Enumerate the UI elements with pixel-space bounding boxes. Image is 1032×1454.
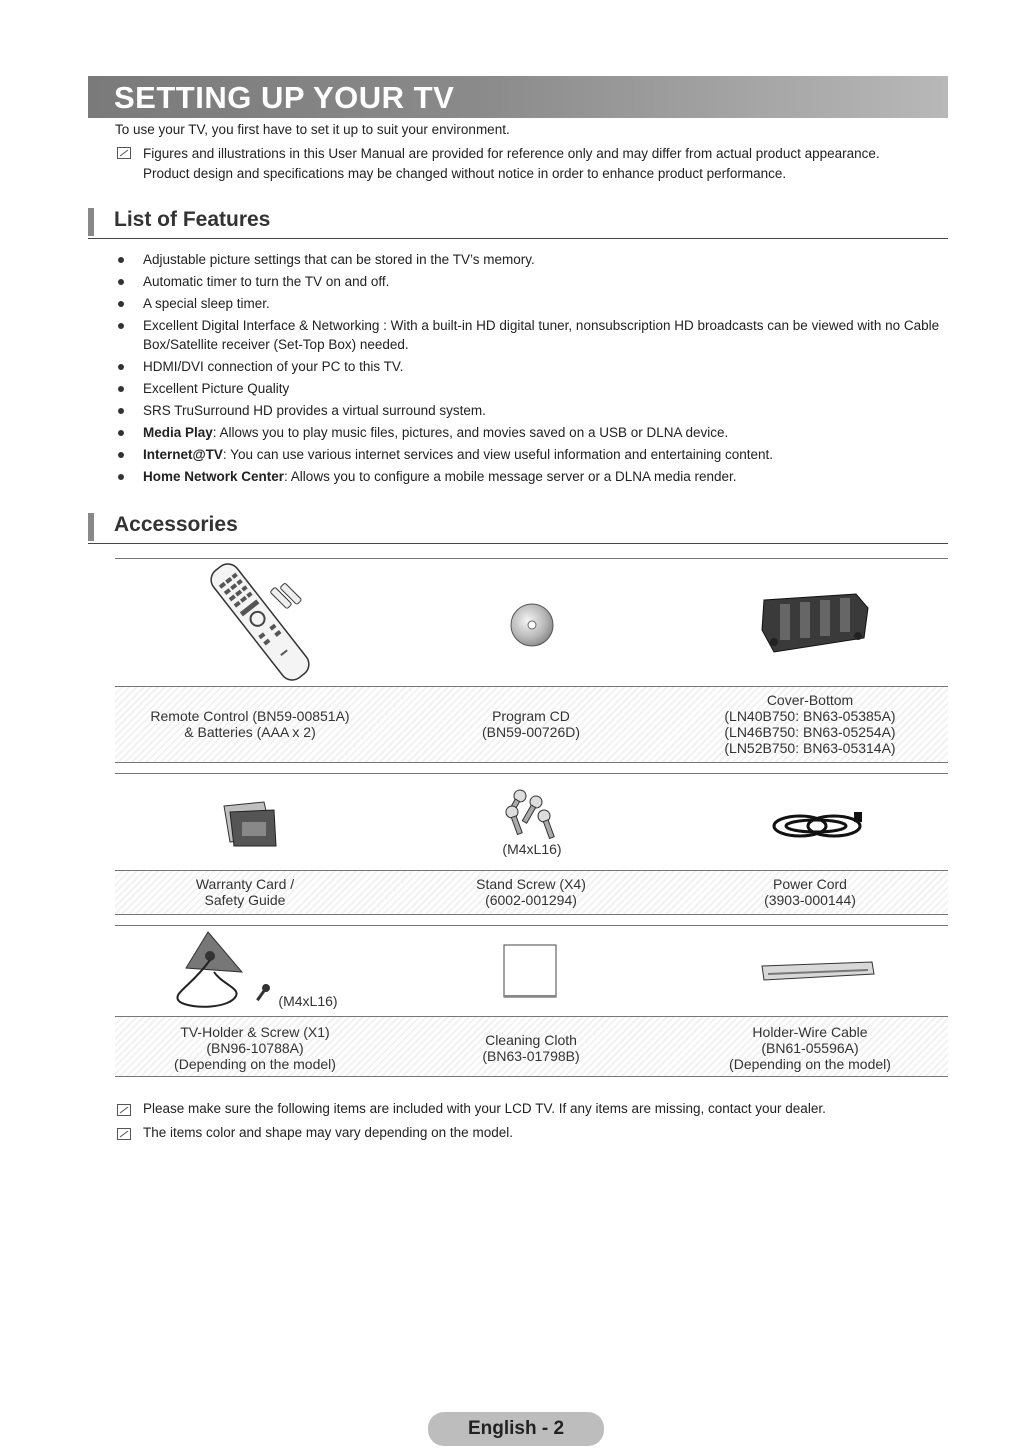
feature-item: Excellent Digital Interface & Networking : With a built-in HD digital tuner, nonsubscription HD broadcasts can be viewed with no Cable Box/Satellite receiver (Set-Top Box) needed. (115, 316, 945, 354)
bullet (118, 279, 124, 285)
table-divider (115, 870, 948, 871)
bullet (118, 323, 124, 329)
note-items-included: Please make sure the following items are included with your LCD TV. If any items are missing, contact your dealer. (115, 1101, 826, 1116)
power-cord-image (770, 808, 866, 844)
section-marker (88, 513, 94, 541)
stand-screws-image (500, 788, 564, 840)
table-divider (115, 1076, 948, 1077)
feature-item: Automatic timer to turn the TV on and off. (115, 272, 945, 291)
feature-item: Adjustable picture settings that can be stored in the TV’s memory. (115, 250, 945, 269)
table-divider (115, 762, 948, 763)
title-bar (88, 76, 948, 118)
wire-cable-caption: Holder-Wire Cable (BN61-05596A) (Depending on the model) (729, 1024, 891, 1072)
bullet (118, 474, 124, 480)
accessories-section-header (88, 509, 948, 544)
feature-item: SRS TruSurround HD provides a virtual surround system. (115, 401, 945, 420)
page-title: SETTING UP YOUR TV (114, 80, 455, 115)
remote-control-image (200, 562, 320, 684)
features-title: List of Features (114, 208, 271, 231)
table-divider (115, 773, 948, 774)
tv-holder-image (170, 928, 280, 1014)
screw-caption: Stand Screw (X4) (6002-001294) (476, 876, 586, 908)
bullet (118, 301, 124, 307)
features-section-header (88, 204, 948, 239)
table-divider (115, 1016, 948, 1017)
note-icon (117, 147, 131, 159)
feature-item: HDMI/DVI connection of your PC to this TV. (115, 357, 945, 376)
note-items-vary: The items color and shape may vary depending on the model. (115, 1125, 513, 1140)
bullet (118, 408, 124, 414)
note-line-1: Figures and illustrations in this User Manual are provided for reference only and may differ from actual product appearance. (143, 146, 880, 161)
holder-spec: (M4xL16) (278, 993, 338, 1009)
warranty-caption: Warranty Card / Safety Guide (195, 876, 295, 908)
holder-wire-cable-image (760, 960, 876, 984)
feature-item: A special sleep timer. (115, 294, 945, 313)
table-divider (115, 925, 948, 926)
screw-spec: (M4xL16) (502, 841, 562, 857)
cover-bottom-image (760, 590, 870, 662)
remote-caption: Remote Control (BN59-00851A) & Batteries (AAA x 2) (150, 708, 350, 740)
feature-item: Internet@TV: You can use various internet services and view useful information and entertaining content. (115, 445, 945, 464)
page-number-badge: English - 2 (428, 1412, 604, 1446)
section-marker (88, 208, 94, 236)
feature-item: Media Play: Allows you to play music files, pictures, and movies saved on a USB or DLNA device. (115, 423, 945, 442)
intro-text: To use your TV, you first have to set it up to suit your environment. (115, 122, 510, 137)
bullet (118, 430, 124, 436)
note-icon (117, 1104, 131, 1116)
cleaning-cloth-image (503, 944, 557, 998)
bullet (118, 386, 124, 392)
cover-caption: Cover-Bottom (LN40B750: BN63-05385A) (LN46B750: BN63-05254A) (LN52B750: BN63-05314A) (724, 692, 896, 756)
cloth-caption: Cleaning Cloth (BN63-01798B) (482, 1032, 580, 1064)
table-divider (115, 558, 948, 559)
feature-item: Excellent Picture Quality (115, 379, 945, 398)
table-divider (115, 914, 948, 915)
table-divider (115, 686, 948, 687)
cd-caption: Program CD (BN59-00726D) (481, 708, 581, 740)
bullet (118, 452, 124, 458)
feature-item: Home Network Center: Allows you to configure a mobile message server or a DLNA media render. (115, 467, 945, 486)
power-cord-caption: Power Cord (3903-000144) (764, 876, 856, 908)
note-line-2: Product design and specifications may be changed without notice in order to enhance product performance. (143, 166, 787, 181)
bullet (118, 257, 124, 263)
accessories-title: Accessories (114, 513, 238, 536)
warranty-card-image (220, 800, 280, 848)
note-icon (117, 1128, 131, 1140)
features-list (115, 250, 945, 489)
program-cd-image (510, 603, 554, 647)
bullet (118, 364, 124, 370)
intro-note (115, 144, 943, 184)
tv-holder-caption: TV-Holder & Screw (X1) (BN96-10788A) (Depending on the model) (174, 1024, 336, 1072)
